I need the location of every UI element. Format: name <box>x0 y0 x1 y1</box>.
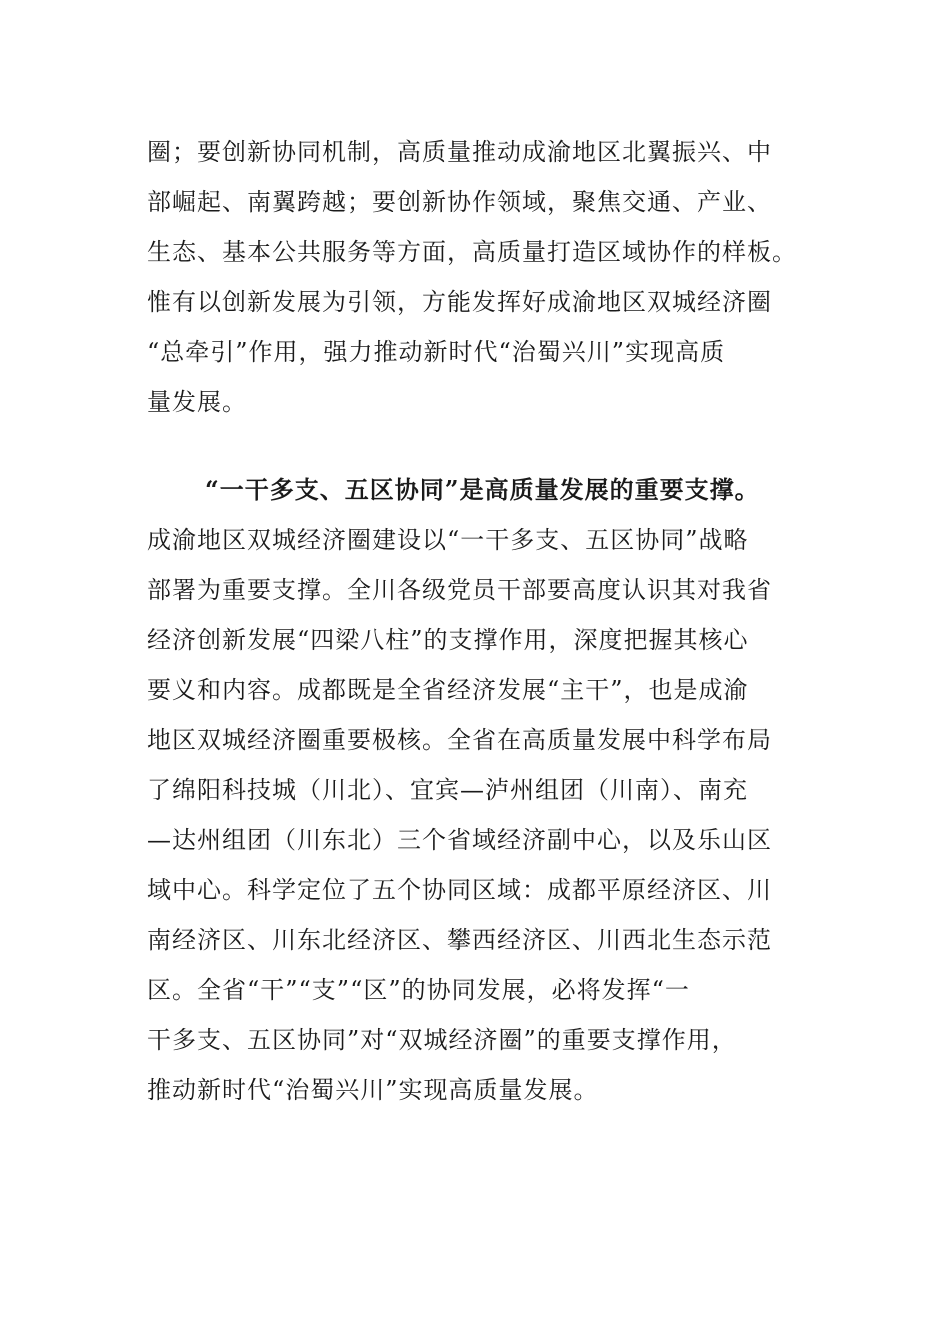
paragraph-line: 地区双城经济圈重要极核。全省在高质量发展中科学布局 <box>147 726 772 754</box>
paragraph-line: 域中心。科学定位了五个协同区域：成都平原经济区、川 <box>147 876 772 904</box>
paragraph-line: 成渝地区双城经济圈建设以“一干多支、五区协同”战略 <box>147 526 749 554</box>
paragraph-line: 部崛起、南翼跨越；要创新协作领域，聚焦交通、产业、 <box>147 188 772 216</box>
paragraph-line: “总牵引”作用，强力推动新时代“治蜀兴川”实现高质 <box>147 338 726 366</box>
paragraph-line: 生态、基本公共服务等方面，高质量打造区域协作的样板。 <box>147 238 797 266</box>
paragraph-line: 经济创新发展“四梁八柱”的支撑作用，深度把握其核心 <box>147 626 749 654</box>
paragraph-line: —达州组团（川东北）三个省域经济副中心，以及乐山区 <box>147 826 772 854</box>
paragraph-line: 推动新时代“治蜀兴川”实现高质量发展。 <box>147 1076 599 1104</box>
paragraph-line: 了绵阳科技城（川北）、宜宾—泸州组团（川南）、南充 <box>147 776 748 804</box>
section-heading: “一干多支、五区协同”是高质量发展的重要支撑。 <box>205 475 760 504</box>
paragraph-line: 干多支、五区协同”对“双城经济圈”的重要支撑作用， <box>147 1026 737 1054</box>
paragraph-line: 圈；要创新协同机制，高质量推动成渝地区北翼振兴、中 <box>147 138 772 166</box>
paragraph-line: 南经济区、川东北经济区、攀西经济区、川西北生态示范 <box>147 926 772 954</box>
paragraph-line: 要义和内容。成都既是全省经济发展“主干”，也是成渝 <box>147 676 749 704</box>
paragraph-innovation <box>147 127 807 427</box>
paragraph-line: 量发展。 <box>147 388 247 416</box>
paragraph-support <box>147 465 807 1115</box>
paragraph-line: 惟有以创新发展为引领，方能发挥好成渝地区双城经济圈 <box>147 288 772 316</box>
paragraph-line: 部署为重要支撑。全川各级党员干部要高度认识其对我省 <box>147 576 772 604</box>
paragraph-line: 区。全省“干”“支”“区”的协同发展，必将发挥“一 <box>147 976 690 1004</box>
